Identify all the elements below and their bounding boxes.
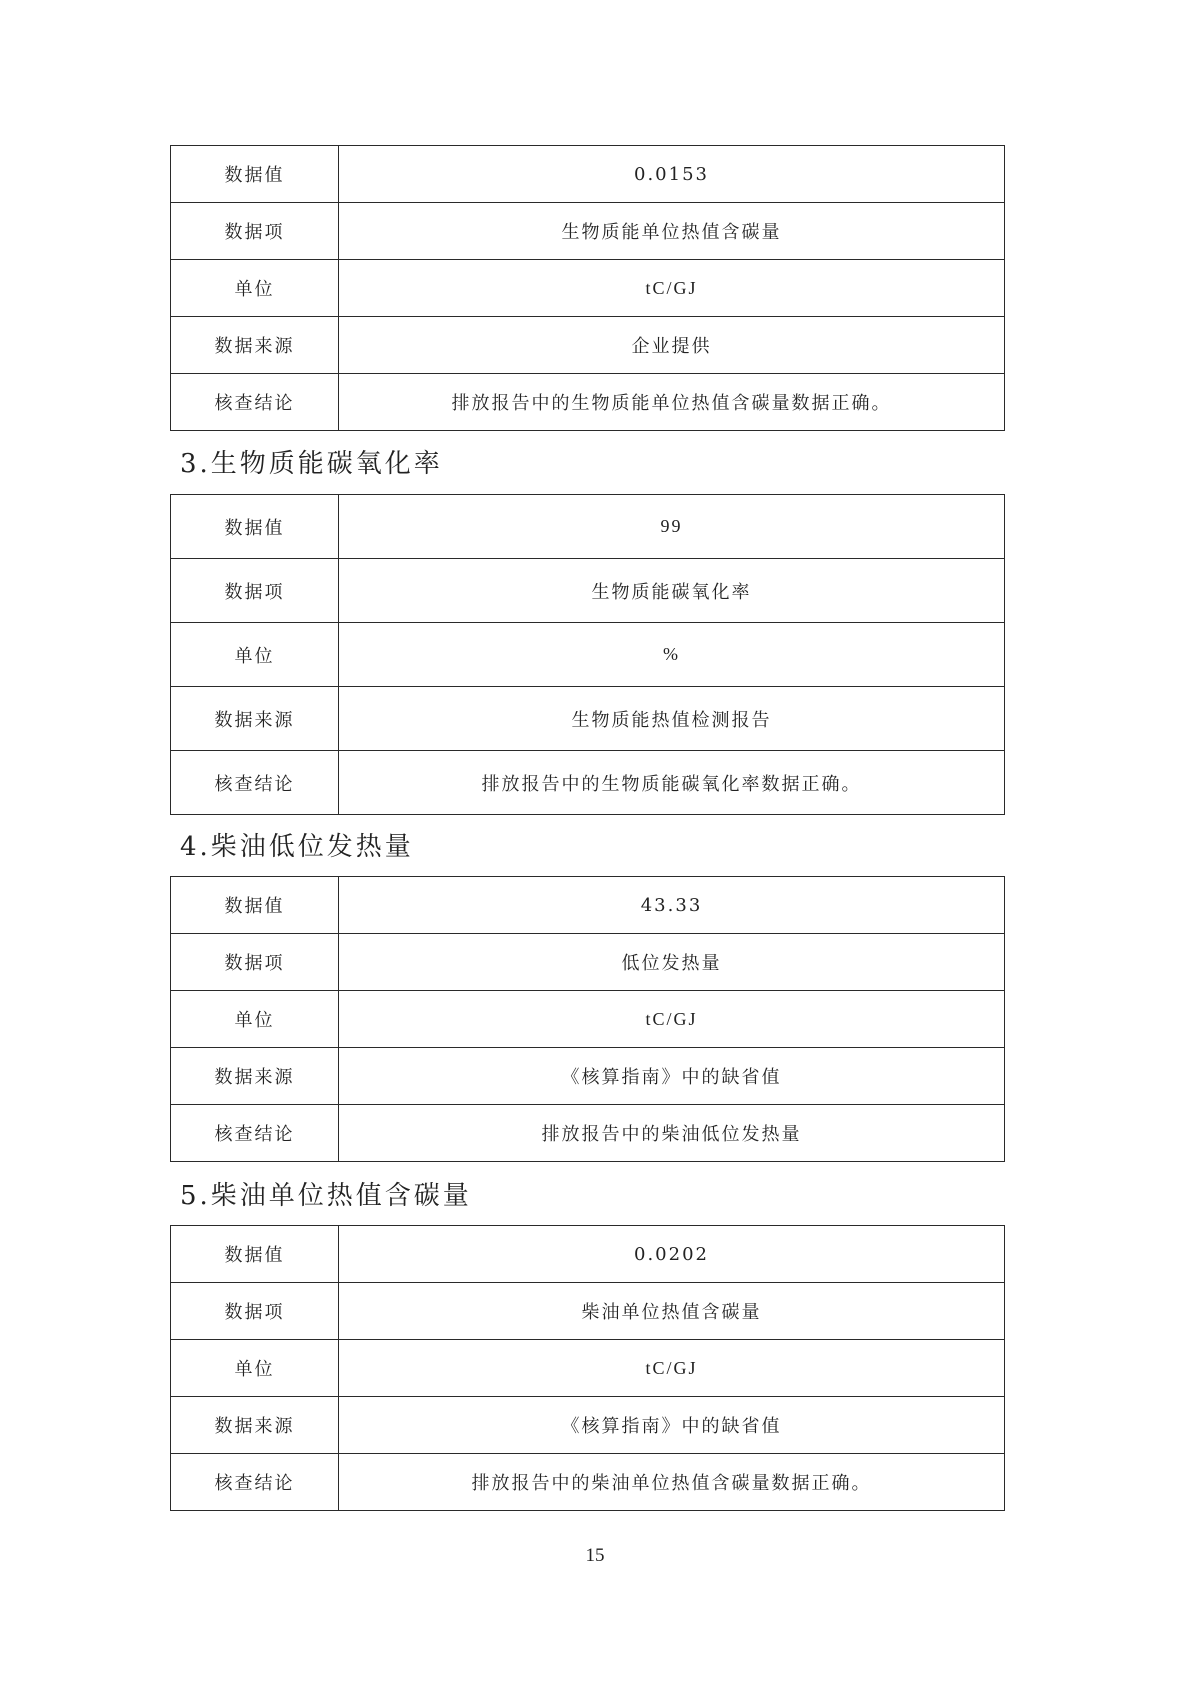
source-cell: 生物质能热值检测报告 [339,687,1005,751]
unit-cell: tC/GJ [339,991,1005,1048]
table-row [171,623,1005,687]
section-heading: 5.柴油单位热值含碳量 [180,1181,472,1211]
value-cell: 0.0153 [339,146,1005,203]
conclusion-cell: 排放报告中的柴油低位发热量 [339,1105,1005,1162]
table-row [171,1283,1005,1340]
value-cell: 43.33 [339,877,1005,934]
table-row [171,1226,1005,1283]
conclusion-label: 核查结论 [171,751,339,815]
unit-label: 单位 [171,1340,339,1397]
table-row [171,146,1005,203]
value-label: 数据值 [171,877,339,934]
diesel-carbon-content-table [170,1225,1005,1511]
table-row [171,1454,1005,1511]
item-cell: 生物质能单位热值含碳量 [339,203,1005,260]
value-cell: 99 [339,495,1005,559]
value-cell: 0.0202 [339,1226,1005,1283]
table-row [171,203,1005,260]
table-row [171,687,1005,751]
conclusion-label: 核查结论 [171,374,339,431]
item-cell: 柴油单位热值含碳量 [339,1283,1005,1340]
item-label: 数据项 [171,559,339,623]
table-row [171,991,1005,1048]
value-label: 数据值 [171,495,339,559]
value-label: 数据值 [171,146,339,203]
source-cell: 《核算指南》中的缺省值 [339,1397,1005,1454]
source-cell: 企业提供 [339,317,1005,374]
diesel-heating-value-table [170,876,1005,1162]
table-row [171,934,1005,991]
unit-label: 单位 [171,260,339,317]
table-row [171,260,1005,317]
value-label: 数据值 [171,1226,339,1283]
unit-label: 单位 [171,623,339,687]
table-row [171,1105,1005,1162]
table-row [171,1397,1005,1454]
item-label: 数据项 [171,1283,339,1340]
unit-cell: tC/GJ [339,260,1005,317]
table-row [171,374,1005,431]
conclusion-cell: 排放报告中的生物质能单位热值含碳量数据正确。 [339,374,1005,431]
biomass-carbon-content-table [170,145,1005,431]
item-cell: 生物质能碳氧化率 [339,559,1005,623]
source-label: 数据来源 [171,1397,339,1454]
source-cell: 《核算指南》中的缺省值 [339,1048,1005,1105]
table-row [171,495,1005,559]
biomass-oxidation-rate-table [170,494,1005,815]
unit-label: 单位 [171,991,339,1048]
section-heading: 3.生物质能碳氧化率 [180,449,443,479]
page-number: 15 [585,1545,605,1566]
item-cell: 低位发热量 [339,934,1005,991]
table-row [171,1340,1005,1397]
conclusion-cell: 排放报告中的生物质能碳氧化率数据正确。 [339,751,1005,815]
source-label: 数据来源 [171,687,339,751]
unit-cell: tC/GJ [339,1340,1005,1397]
conclusion-label: 核查结论 [171,1105,339,1162]
table-row [171,559,1005,623]
section-heading: 4.柴油低位发热量 [180,832,414,862]
table-row [171,877,1005,934]
item-label: 数据项 [171,203,339,260]
table-row [171,751,1005,815]
table-row [171,1048,1005,1105]
conclusion-label: 核查结论 [171,1454,339,1511]
source-label: 数据来源 [171,1048,339,1105]
item-label: 数据项 [171,934,339,991]
conclusion-cell: 排放报告中的柴油单位热值含碳量数据正确。 [339,1454,1005,1511]
source-label: 数据来源 [171,317,339,374]
unit-cell: % [339,623,1005,687]
table-row [171,317,1005,374]
